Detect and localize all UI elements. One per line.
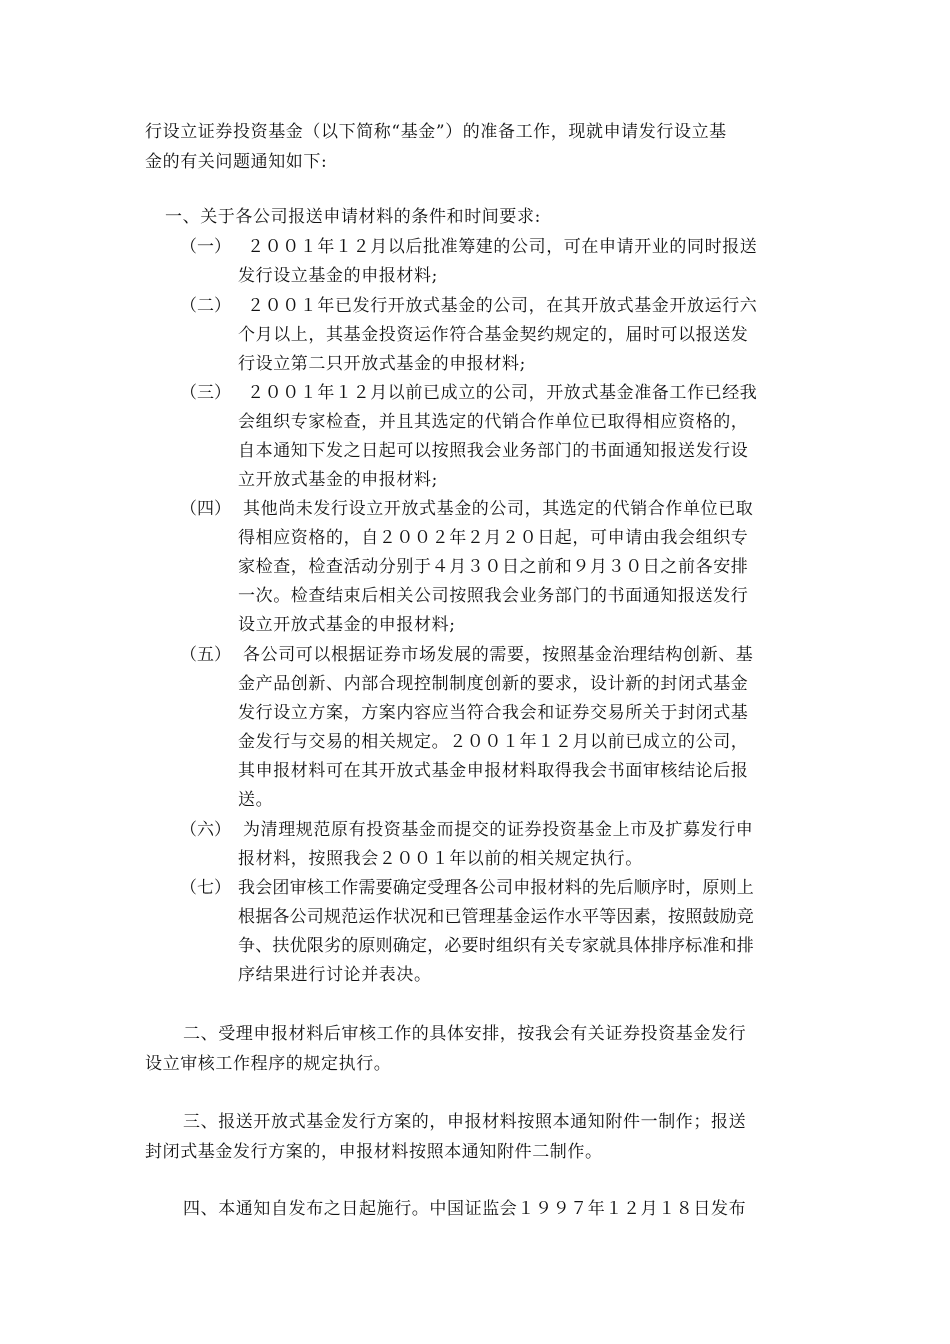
- item-1-line-1: ２００１年１２月以后批准筹建的公司，可在申请开业的同时报送: [247, 237, 758, 257]
- item-3-line-1: ２００１年１２月以前已成立的公司，开放式基金准备工作已经我: [247, 383, 758, 403]
- item-5-line-2: 金产品创新、内部合现控制制度创新的要求，设计新的封闭式基金: [238, 674, 749, 694]
- item-4-line-5: 设立开放式基金的申报材料;: [238, 615, 456, 635]
- item-4-line-1: 其他尚未发行设立开放式基金的公司，其选定的代销合作单位已取: [243, 499, 754, 519]
- item-6-line-1: 为清理规范原有投资基金而提交的证券投资基金上市及扩募发行申: [243, 820, 754, 840]
- intro-line-1: 行设立证券投资基金（以下简称“基金”）的准备工作，现就申请发行设立基: [145, 122, 727, 142]
- item-2-line-3: 行设立第二只开放式基金的申报材料;: [238, 354, 526, 374]
- item-1-label: （一）: [180, 237, 231, 257]
- item-6-line-2: 报材料，按照我会２００１年以前的相关规定执行。: [238, 849, 643, 869]
- item-4-line-3: 家检查，检查活动分别于４月３０日之前和９月３０日之前各安排: [238, 557, 749, 577]
- item-3-line-2: 会组织专家检查，并且其选定的代销合作单位已取得相应资格的，: [238, 412, 749, 432]
- item-2-line-2: 个月以上，其基金投资运作符合基金契约规定的，届时可以报送发: [238, 325, 749, 345]
- item-2-line-1: ２００１年已发行开放式基金的公司，在其开放式基金开放运行六: [247, 296, 758, 316]
- item-5-line-5: 其申报材料可在其开放式基金申报材料取得我会书面审核结论后报: [238, 761, 749, 781]
- item-6-label: （六）: [180, 820, 231, 840]
- section4-line-1: 四、本通知自发布之日起施行。中国证监会１９９７年１２月１８日发布: [183, 1199, 747, 1219]
- item-7-label: （七）: [180, 878, 231, 898]
- section3-line-2: 封闭式基金发行方案的，申报材料按照本通知附件二制作。: [145, 1142, 603, 1162]
- item-7-line-1: 我会团审核工作需要确定受理各公司申报材料的先后顺序时，原则上: [238, 878, 754, 898]
- item-7-line-4: 序结果进行讨论并表决。: [238, 965, 432, 985]
- item-4-line-4: 一次。检查结束后相关公司按照我会业务部门的书面通知报送发行: [238, 586, 749, 606]
- item-3-line-3: 自本通知下发之日起可以按照我会业务部门的书面通知报送发行设: [238, 441, 749, 461]
- item-1-line-2: 发行设立基金的申报材料;: [238, 266, 438, 286]
- item-3-label: （三）: [180, 383, 231, 403]
- item-7-line-2: 根据各公司规范运作状况和已管理基金运作水平等因素，按照鼓励竞: [238, 907, 754, 927]
- item-2-label: （二）: [180, 296, 231, 316]
- item-5-line-6: 送。: [238, 790, 274, 810]
- item-7-line-3: 争、扶优限劣的原则确定，必要时组织有关专家就具体排序标准和排: [238, 936, 754, 956]
- item-4-label: （四）: [180, 499, 231, 519]
- item-5-line-4: 金发行与交易的相关规定。２００１年１２月以前已成立的公司，: [238, 732, 749, 752]
- item-5-line-3: 发行设立方案，方案内容应当符合我会和证券交易所关于封闭式基: [238, 703, 749, 723]
- item-4-line-2: 得相应资格的，自２００２年２月２０日起，可申请由我会组织专: [238, 528, 749, 548]
- item-3-line-4: 立开放式基金的申报材料;: [238, 470, 438, 490]
- item-5-label: （五）: [180, 645, 231, 665]
- section3-line-1: 三、报送开放式基金发行方案的，申报材料按照本通知附件一制作；报送: [183, 1112, 747, 1132]
- section1-heading: 一、关于各公司报送申请材料的条件和时间要求:: [165, 207, 541, 227]
- section2-line-1: 二、受理申报材料后审核工作的具体安排，按我会有关证券投资基金发行: [183, 1024, 747, 1044]
- section2-line-2: 设立审核工作程序的规定执行。: [145, 1054, 392, 1074]
- item-5-line-1: 各公司可以根据证券市场发展的需要，按照基金治理结构创新、基: [243, 645, 754, 665]
- intro-line-2: 金的有关问题通知如下:: [145, 152, 328, 172]
